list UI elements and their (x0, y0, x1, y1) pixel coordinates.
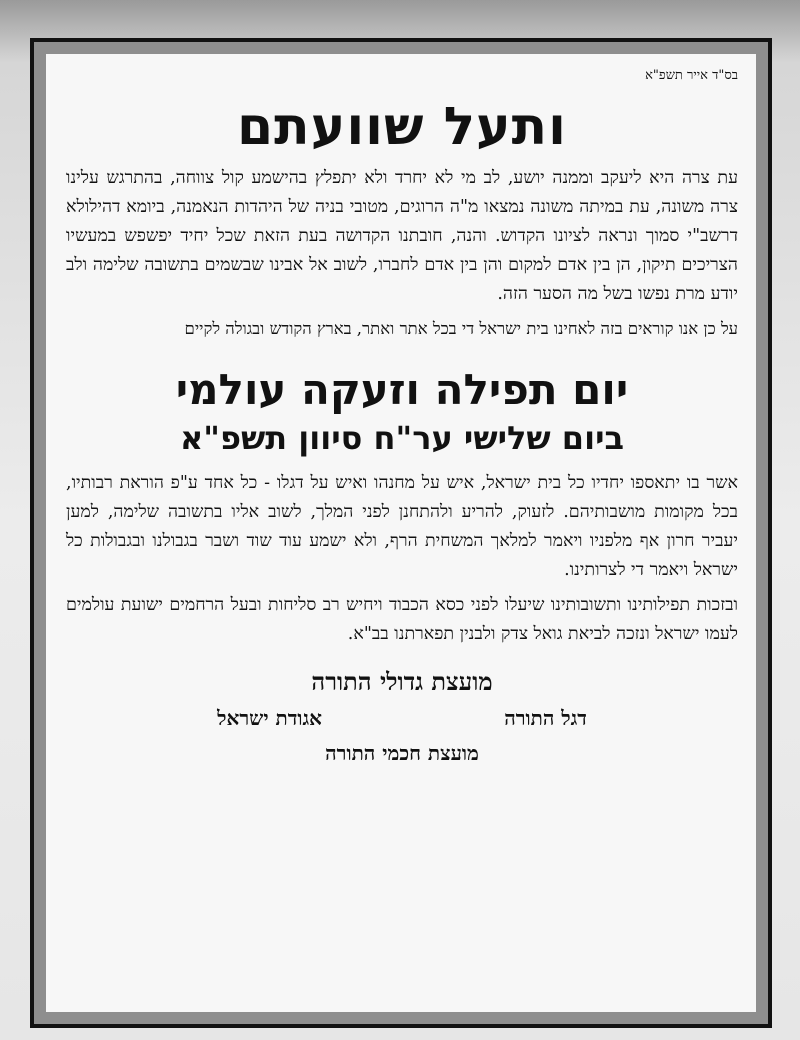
paragraph-assembly: אשר בו יתאספו יחדיו כל בית ישראל, איש על מחנהו ואיש על דגלו - כל אחד ע"פ הוראת רבותיו, בכל מקומות מושבותיהם. לזעוק, להריע ולהתחנן לפני המלך, לשוב אליו בתשובה שלימה, למען יעביר חרון אף מלפניו ויאמר למלאך המשחית הרף, ולא ישמע עוד שוד ושבר בגבולנו ובגבולות כל ישראל ויאמר די לצרותינו. (66, 473, 738, 580)
signatory-degel-hatorah: דגל התורה (504, 706, 587, 730)
signatory-row (66, 703, 738, 733)
paragraph-intro: עת צרה היא ליעקב וממנה יושע, לב מי לא יחרד ולא יתפלץ בהישמע קול צווחה, בהתרגש עלינו צרה משונה, עת במיתה משונה נמצאו מ"ה הרוגים, מטובי בניה של היהדות הנאמנה, ביומא דהילולא דרשב"י סמוך ונראה לציונו הקדוש. והנה, חובתנו הקדושה בעת הזאת שכל יחיד יפשפש במעשיו הצריכים תיקון, הן בין אדם למקום והן בין אדם לחברו, לשוב אל אבינו שבשמים בתשובה שלימה ולב יודע מרת נפשו בשל מה הסער הזה. (66, 168, 738, 304)
signatory-sages-council: מועצת חכמי התורה (325, 741, 479, 765)
notice-body (46, 54, 756, 1012)
headline: ותעל שוועתם (236, 97, 568, 157)
event-title: יום תפילה וזעקה עולמי (175, 365, 629, 414)
paragraph-merit: ובזכות תפילותינו ותשובותינו שיעלו לפני כסא הכבוד ויחיש רב סליחות ובעל הרחמים ישועת עולמים לעמו ישראל ונזכה לביאת גואל צדק ולבנין תפארתנו בב"א. (66, 595, 738, 644)
date-line: בס"ד אייר תשפ"א (645, 68, 738, 83)
event-date: ביום שלישי ער"ח סיוון תשפ"א (180, 419, 624, 457)
signatory-agudat-israel: אגודת ישראל (217, 706, 322, 730)
notice-frame (30, 38, 772, 1028)
call-line: על כן אנו קוראים בזה לאחינו בית ישראל די בכל אתר ואתר, בארץ הקודש ובגולה לקיים (184, 319, 738, 338)
signatory-council: מועצת גדולי התורה (311, 667, 493, 696)
